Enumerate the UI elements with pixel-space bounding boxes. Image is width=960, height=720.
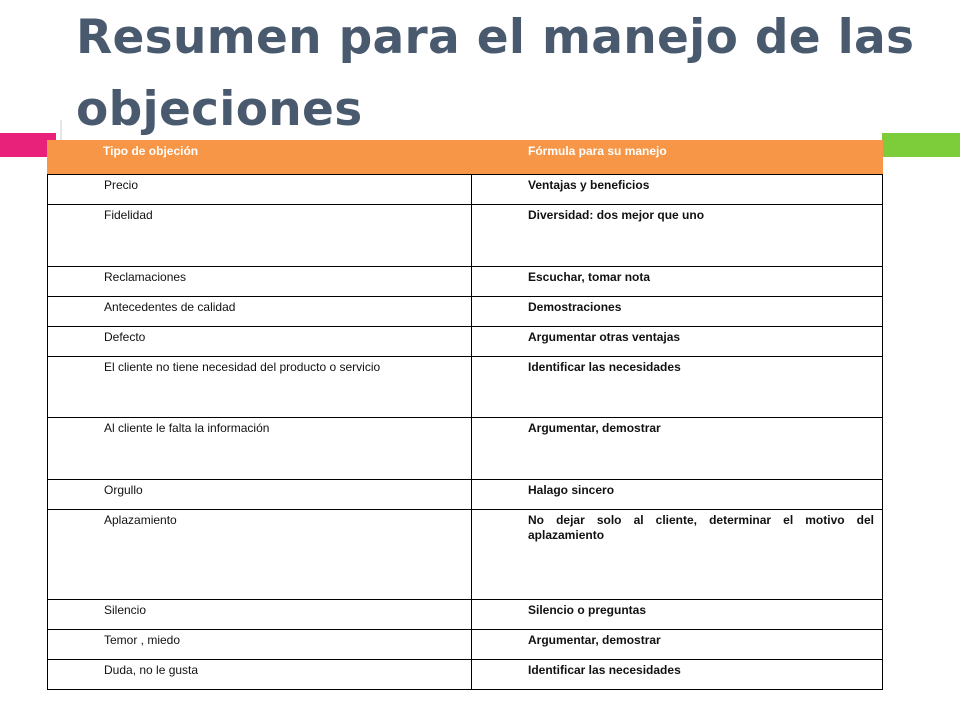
objection-cell: Defecto (48, 327, 472, 357)
table-row (48, 327, 883, 357)
table-row (48, 267, 883, 297)
table-row (48, 205, 883, 267)
table-row (48, 630, 883, 660)
formula-cell: Diversidad: dos mejor que uno (472, 205, 883, 267)
formula-cell: Argumentar, demostrar (472, 418, 883, 480)
objection-cell: Antecedentes de calidad (48, 297, 472, 327)
table-row (48, 297, 883, 327)
formula-cell: Ventajas y beneficios (472, 175, 883, 205)
page-title: Resumen para el manejo de las objeciones (76, 10, 915, 137)
table-row (48, 357, 883, 418)
table-row (48, 480, 883, 510)
objection-cell: Reclamaciones (48, 267, 472, 297)
header-tipo-de-objecion: Tipo de objeción (48, 141, 472, 175)
formula-cell: Escuchar, tomar nota (472, 267, 883, 297)
objection-cell: Fidelidad (48, 205, 472, 267)
formula-cell: Identificar las necesidades (472, 660, 883, 690)
table-row (48, 510, 883, 600)
header-formula-para-su-manejo: Fórmula para su manejo (472, 141, 883, 175)
table-row (48, 418, 883, 480)
objection-cell: Silencio (48, 600, 472, 630)
formula-cell: Argumentar otras ventajas (472, 327, 883, 357)
formula-cell: Halago sincero (472, 480, 883, 510)
table-row (48, 175, 883, 205)
objections-table (47, 140, 883, 690)
table-row (48, 600, 883, 630)
objection-cell: Aplazamiento (48, 510, 472, 600)
formula-cell: Silencio o preguntas (472, 600, 883, 630)
table-header-row (48, 141, 883, 175)
formula-cell: Demostraciones (472, 297, 883, 327)
formula-cell: Identificar las necesidades (472, 357, 883, 418)
formula-cell: Argumentar, demostrar (472, 630, 883, 660)
table-row (48, 660, 883, 690)
objection-cell: Al cliente le falta la información (48, 418, 472, 480)
formula-cell: No dejar solo al cliente, determinar el motivo del aplazamiento (472, 510, 883, 600)
objection-cell: El cliente no tiene necesidad del producto o servicio (48, 357, 472, 418)
objection-cell: Duda, no le gusta (48, 660, 472, 690)
objection-cell: Orgullo (48, 480, 472, 510)
accent-bar-right (882, 133, 960, 157)
objection-cell: Temor , miedo (48, 630, 472, 660)
objection-cell: Precio (48, 175, 472, 205)
